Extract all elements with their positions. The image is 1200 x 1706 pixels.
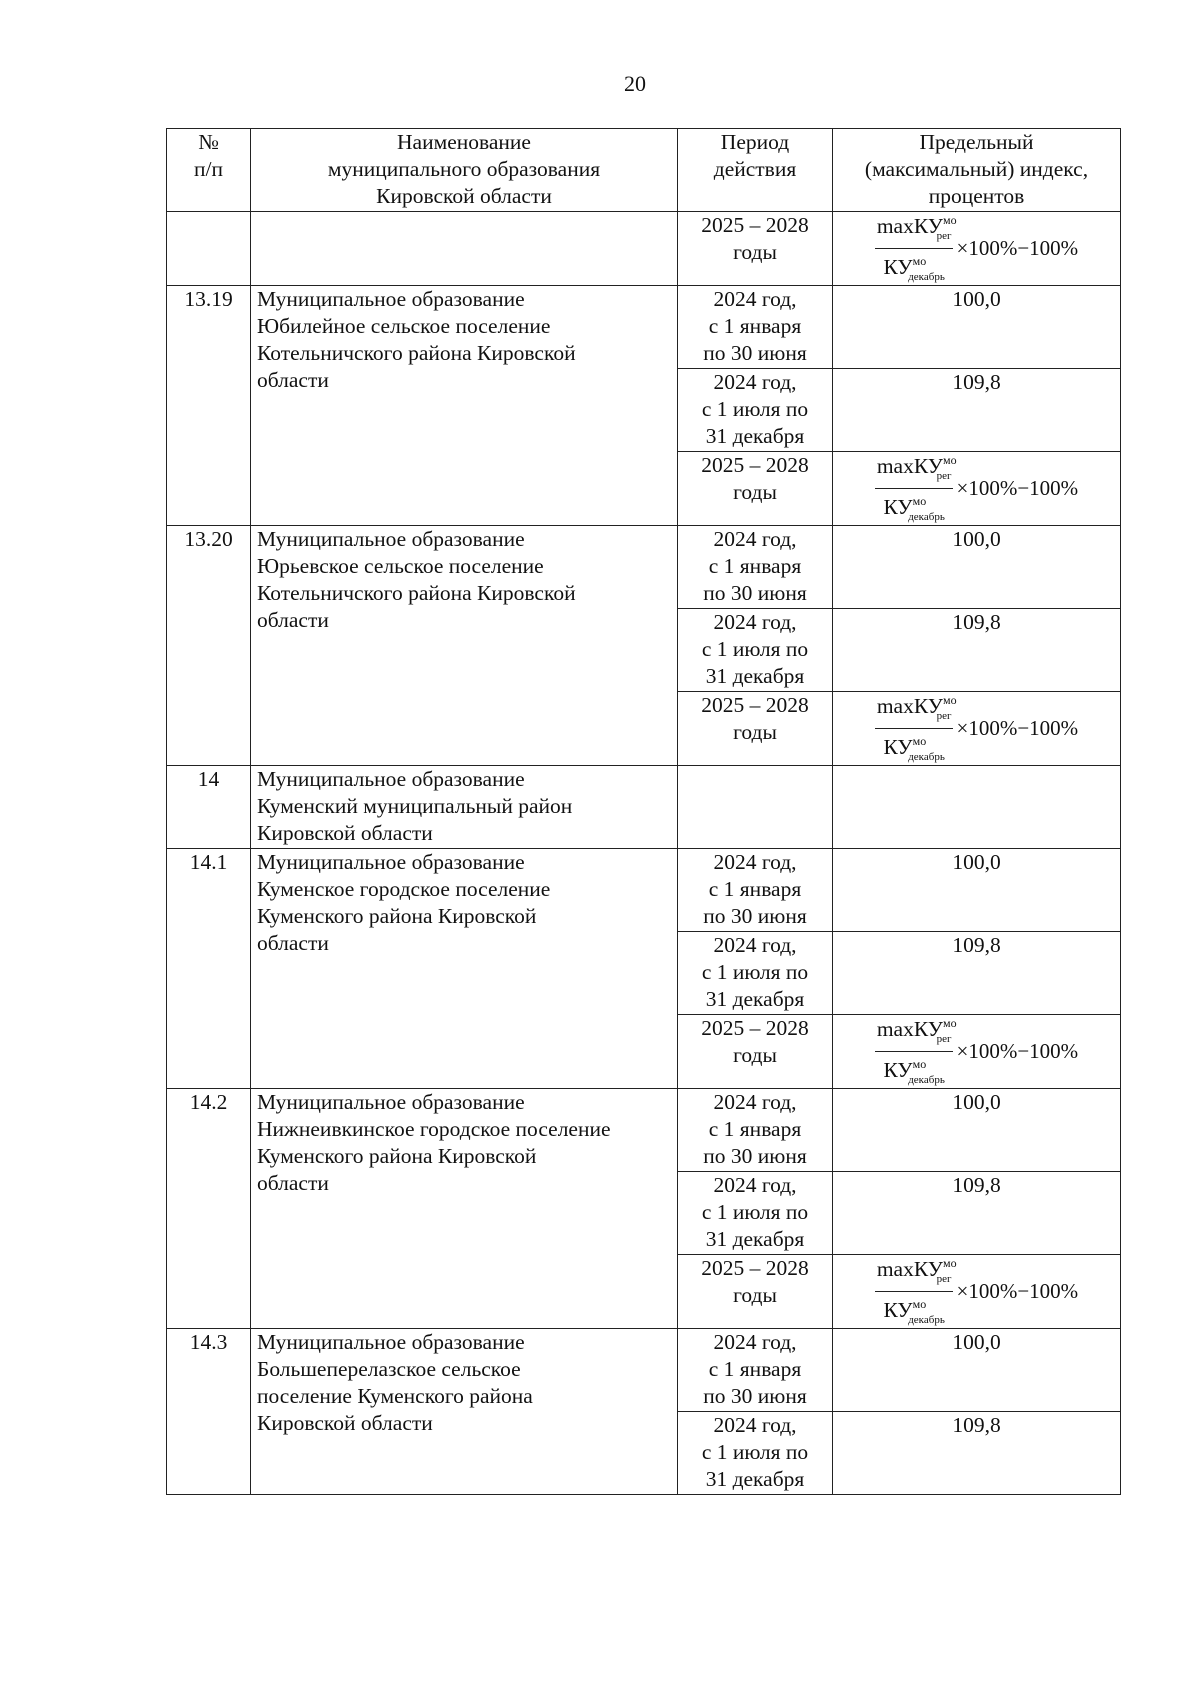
- formula-denominator-sub: декабрь: [908, 270, 945, 283]
- index-value: 109,8: [952, 933, 1001, 957]
- index-formula: [839, 212, 1114, 284]
- formula-denominator-base: КУ: [883, 494, 913, 519]
- row-name-cell: [251, 526, 678, 766]
- formula-denominator: [881, 249, 946, 288]
- period-text: 2024 год, с 1 января по 30 июня: [703, 287, 807, 365]
- row-name: Муниципальное образование Куменское городское поселение Куменского района Кировской области: [257, 850, 551, 955]
- formula-denominator-sub: декабрь: [908, 510, 945, 523]
- period-text: 2024 год, с 1 января по 30 июня: [703, 1090, 807, 1168]
- period-text: 2024 год, с 1 июля по 31 декабря: [701, 1173, 809, 1251]
- period-cell: [678, 1255, 833, 1329]
- formula-tail: ×100%−100%: [956, 235, 1079, 260]
- index-value: 109,8: [952, 1413, 1001, 1437]
- period-text: 2024 год, с 1 июля по 31 декабря: [701, 610, 809, 688]
- formula-fraction: [875, 689, 957, 768]
- formula-denominator-base: КУ: [883, 1297, 913, 1322]
- formula-numerator-base: maxКУ: [876, 213, 943, 238]
- header-period: [678, 129, 833, 212]
- row-name-cell: [251, 212, 678, 286]
- period-cell: [678, 1015, 833, 1089]
- row-number-cell: [167, 766, 251, 849]
- header-period-text: Период действия: [713, 130, 797, 181]
- formula-numerator: [875, 1252, 957, 1292]
- period-cell: [678, 1172, 833, 1255]
- formula-numerator-sup: мо: [942, 212, 957, 227]
- period-cell: [678, 286, 833, 369]
- period-cell: [678, 1089, 833, 1172]
- formula-denominator-sup: мо: [912, 733, 927, 748]
- row-name-cell: [251, 766, 678, 849]
- formula-numerator-sup: мо: [942, 452, 957, 467]
- formula-numerator-sup: мо: [942, 1015, 957, 1030]
- index-formula: [839, 1015, 1114, 1087]
- period-text: 2024 год, с 1 июля по 31 декабря: [701, 1413, 809, 1491]
- formula-numerator-sup: мо: [942, 692, 957, 707]
- row-number-cell: [167, 1089, 251, 1329]
- index-value-cell: [833, 849, 1121, 932]
- row-number: 14.2: [189, 1090, 228, 1114]
- index-formula: [839, 1255, 1114, 1327]
- formula-denominator-sup: мо: [912, 1296, 927, 1311]
- index-value: 109,8: [952, 370, 1001, 394]
- formula-denominator-base: КУ: [883, 734, 913, 759]
- period-cell: [678, 849, 833, 932]
- index-value-cell: [833, 1329, 1121, 1412]
- row-name: Муниципальное образование Юбилейное сельское поселение Котельничского района Кировской области: [257, 287, 576, 392]
- period-cell: [678, 1412, 833, 1495]
- row-number-cell: [167, 1329, 251, 1495]
- formula-fraction: [875, 449, 957, 528]
- formula-numerator-sub: рег: [936, 709, 952, 722]
- page-number: 20: [624, 71, 646, 96]
- formula-numerator: [875, 209, 957, 249]
- index-value-cell: [833, 609, 1121, 692]
- index-value-cell: [833, 932, 1121, 1015]
- period-cell: [678, 766, 833, 849]
- period-cell: [678, 692, 833, 766]
- row-number: 14.3: [189, 1330, 228, 1354]
- formula-numerator-sub: рег: [936, 229, 952, 242]
- row-number: 14: [197, 767, 220, 791]
- formula-denominator: [881, 1052, 946, 1091]
- formula-numerator-sub: рег: [936, 1272, 952, 1285]
- formula-numerator-base: maxКУ: [876, 1016, 943, 1041]
- formula-numerator-base: maxКУ: [876, 453, 943, 478]
- row-number-cell: [167, 849, 251, 1089]
- row-name: Муниципальное образование Нижнеивкинское городское поселение Куменского района Кировской области: [257, 1090, 611, 1195]
- formula-numerator-base: maxКУ: [876, 693, 943, 718]
- period-cell: [678, 369, 833, 452]
- formula-denominator-sub: декабрь: [908, 1313, 945, 1326]
- row-name-cell: [251, 286, 678, 526]
- formula-denominator: [881, 1292, 946, 1331]
- index-value-cell: [833, 526, 1121, 609]
- formula-denominator-sup: мо: [912, 1056, 927, 1071]
- row-name-cell: [251, 1089, 678, 1329]
- row-name: Муниципальное образование Юрьевское сельское поселение Котельничского района Кировской области: [257, 527, 576, 632]
- period-text: 2025 – 2028 годы: [701, 693, 809, 744]
- index-formula-cell: [833, 452, 1121, 526]
- table-row: [167, 1089, 1121, 1172]
- period-cell: [678, 526, 833, 609]
- period-text: 2025 – 2028 годы: [701, 1256, 809, 1307]
- period-text: 2024 год, с 1 января по 30 июня: [703, 850, 807, 928]
- period-cell: [678, 609, 833, 692]
- row-number-cell: [167, 526, 251, 766]
- formula-numerator-sub: рег: [936, 469, 952, 482]
- row-number: 13.20: [184, 527, 233, 551]
- formula-numerator: [875, 689, 957, 729]
- period-text: 2024 год, с 1 июля по 31 декабря: [701, 370, 809, 448]
- index-value: 109,8: [952, 610, 1001, 634]
- period-cell: [678, 932, 833, 1015]
- period-text: 2025 – 2028 годы: [701, 453, 809, 504]
- formula-tail: ×100%−100%: [956, 715, 1079, 740]
- index-formula-cell: [833, 1255, 1121, 1329]
- header-name: [251, 129, 678, 212]
- formula-denominator-sup: мо: [912, 253, 927, 268]
- period-text: 2024 год, с 1 января по 30 июня: [703, 527, 807, 605]
- formula-numerator: [875, 449, 957, 489]
- table-row: [167, 766, 1121, 849]
- table-row: [167, 526, 1121, 609]
- header-number: [167, 129, 251, 212]
- table-row: [167, 1329, 1121, 1412]
- row-number-cell: [167, 212, 251, 286]
- index-value: 100,0: [952, 1090, 1001, 1114]
- row-name-cell: [251, 1329, 678, 1495]
- formula-denominator-sub: декабрь: [908, 1073, 945, 1086]
- formula-numerator: [875, 1012, 957, 1052]
- formula-fraction: [875, 209, 957, 288]
- table-row: [167, 849, 1121, 932]
- period-cell: [678, 1329, 833, 1412]
- period-text: 2025 – 2028 годы: [701, 213, 809, 264]
- period-text: 2024 год, с 1 января по 30 июня: [703, 1330, 807, 1408]
- index-formula: [839, 692, 1114, 764]
- row-number: 13.19: [184, 287, 233, 311]
- row-name: Муниципальное образование Большеперелазское сельское поселение Куменского района Кировской области: [257, 1330, 533, 1435]
- formula-tail: ×100%−100%: [956, 1038, 1079, 1063]
- period-text: 2024 год, с 1 июля по 31 декабря: [701, 933, 809, 1011]
- table-header-row: [167, 129, 1121, 212]
- header-index-text: Предельный (максимальный) индекс, процентов: [864, 130, 1089, 208]
- formula-numerator-sup: мо: [942, 1255, 957, 1270]
- period-cell: [678, 452, 833, 526]
- table-row-carryover: [167, 212, 1121, 286]
- index-value: 100,0: [952, 287, 1001, 311]
- header-index: [833, 129, 1121, 212]
- formula-denominator-base: КУ: [883, 1057, 913, 1082]
- row-number: 14.1: [189, 850, 228, 874]
- index-value-cell: [833, 369, 1121, 452]
- formula-denominator-sub: декабрь: [908, 750, 945, 763]
- formula-numerator-base: maxКУ: [876, 1256, 943, 1281]
- row-name-cell: [251, 849, 678, 1089]
- index-value-cell: [833, 1089, 1121, 1172]
- index-value: 100,0: [952, 850, 1001, 874]
- tariff-index-table: [166, 128, 1121, 1495]
- index-value: 100,0: [952, 1330, 1001, 1354]
- formula-fraction: [875, 1012, 957, 1091]
- index-value: 109,8: [952, 1173, 1001, 1197]
- row-number-cell: [167, 286, 251, 526]
- header-number-text: № п/п: [194, 130, 223, 181]
- formula-tail: ×100%−100%: [956, 475, 1079, 500]
- index-formula-cell: [833, 692, 1121, 766]
- index-value: 100,0: [952, 527, 1001, 551]
- index-value-cell: [833, 1172, 1121, 1255]
- formula-denominator: [881, 729, 946, 768]
- table-body: [167, 129, 1121, 1495]
- formula-denominator-base: КУ: [883, 254, 913, 279]
- formula-denominator-sup: мо: [912, 493, 927, 508]
- formula-tail: ×100%−100%: [956, 1278, 1079, 1303]
- index-formula-cell: [833, 1015, 1121, 1089]
- index-value-cell: [833, 1412, 1121, 1495]
- table-row: [167, 286, 1121, 369]
- row-name: Муниципальное образование Куменский муниципальный район Кировской области: [257, 767, 573, 845]
- formula-denominator: [881, 489, 946, 528]
- formula-numerator-sub: рег: [936, 1032, 952, 1045]
- index-cell: [833, 766, 1121, 849]
- formula-fraction: [875, 1252, 957, 1331]
- index-formula: [839, 452, 1114, 524]
- index-value-cell: [833, 286, 1121, 369]
- index-formula-cell: [833, 212, 1121, 286]
- period-text: 2025 – 2028 годы: [701, 1016, 809, 1067]
- header-name-text: Наименование муниципального образования Кировской области: [327, 130, 601, 208]
- period-cell: [678, 212, 833, 286]
